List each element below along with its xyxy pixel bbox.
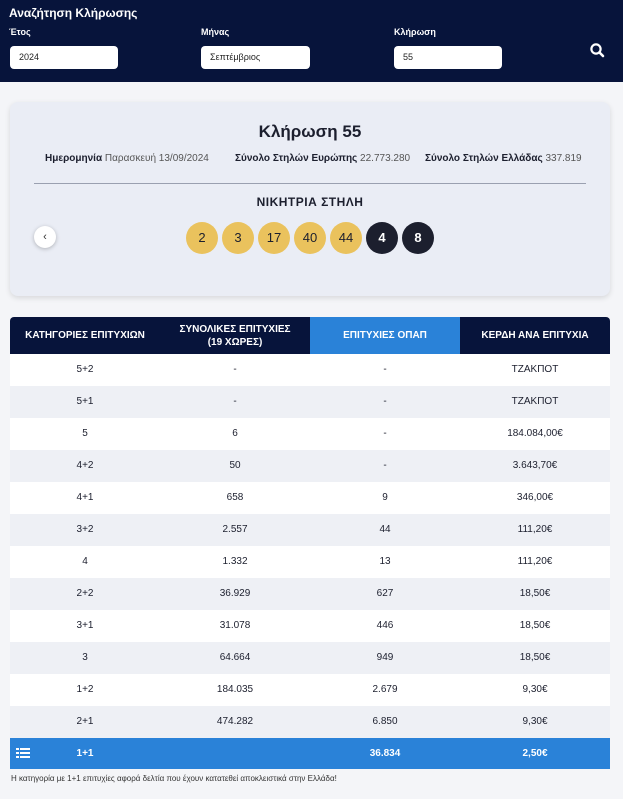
table-row <box>10 610 610 642</box>
number-ball: 40 <box>294 222 326 254</box>
cell-opap-winners: 446 <box>376 620 394 631</box>
cell-total-winners: 36.929 <box>219 588 251 599</box>
winning-title: ΝΙΚΗΤΡΙΑ ΣΤΗΛΗ <box>256 195 364 209</box>
star-ball: 4 <box>366 222 398 254</box>
table-row <box>10 642 610 674</box>
table-row <box>10 546 610 578</box>
header-total-winners: ΣΥΝΟΛΙΚΕΣ ΕΠΙΤΥΧΙΕΣ (19 ΧΩΡΕΣ) <box>179 323 291 348</box>
cell-prize: ΤΖΑΚΠΟΤ <box>511 396 559 407</box>
date-label: Ημερομηνία <box>45 153 103 164</box>
header-prize-per-winner: ΚΕΡΔΗ ΑΝΑ ΕΠΙΤΥΧΙΑ <box>481 330 589 341</box>
table-row <box>10 514 610 546</box>
cell-prize: 18,50€ <box>519 620 551 631</box>
number-ball: 2 <box>186 222 218 254</box>
draw-date <box>45 153 209 164</box>
cell-category: 2+2 <box>76 588 94 599</box>
cell-category: 3+2 <box>76 524 94 535</box>
cell-total-winners: 1.332 <box>222 556 248 567</box>
cell-category: 4+2 <box>76 460 94 471</box>
cell-total-winners: 6 <box>232 428 238 439</box>
cell-opap-winners: - <box>383 428 387 439</box>
cell-total-winners: 184.035 <box>216 684 254 695</box>
number-ball: 3 <box>222 222 254 254</box>
cell-category: 5 <box>82 428 88 439</box>
number-ball: 17 <box>258 222 290 254</box>
table-header <box>10 317 610 354</box>
cell-total-winners: 31.078 <box>219 620 251 631</box>
cell-total-winners: 2.557 <box>222 524 248 535</box>
cell-prize: 9,30€ <box>522 684 548 695</box>
chevron-left-icon: ‹ <box>43 231 47 243</box>
total-category: 1+1 <box>76 748 94 759</box>
table-body <box>10 354 610 738</box>
cell-total-winners: 64.664 <box>219 652 251 663</box>
date-value: Παρασκευή 13/09/2024 <box>104 153 209 164</box>
year-select[interactable]: 2024 <box>10 46 118 69</box>
search-title: Αναζήτηση Κλήρωσης <box>9 6 138 20</box>
table-row <box>10 354 610 386</box>
cell-opap-winners: 627 <box>376 588 394 599</box>
total-winners <box>160 738 310 769</box>
draw-title: Κλήρωση 55 <box>258 122 362 141</box>
cell-opap-winners: - <box>383 460 387 471</box>
cell-category: 1+2 <box>76 684 94 695</box>
total-prize: 2,50€ <box>522 748 548 759</box>
table-row <box>10 706 610 738</box>
cell-opap-winners: 13 <box>379 556 391 567</box>
winning-numbers <box>186 222 434 254</box>
cell-prize: ΤΖΑΚΠΟΤ <box>511 364 559 375</box>
cell-opap-winners: 2.679 <box>372 684 398 695</box>
cell-opap-winners: 9 <box>382 492 388 503</box>
table-row <box>10 482 610 514</box>
cell-total-winners: - <box>233 396 237 407</box>
cell-category: 4 <box>82 556 88 567</box>
cell-prize: 111,20€ <box>517 556 553 567</box>
cell-total-winners: 474.282 <box>216 716 254 727</box>
cell-prize: 18,50€ <box>519 652 551 663</box>
table-row <box>10 674 610 706</box>
number-ball: 44 <box>330 222 362 254</box>
search-icon[interactable] <box>588 41 608 61</box>
header-opap-winners[interactable]: ΕΠΙΤΥΧΙΕΣ ΟΠΑΠ <box>310 317 460 354</box>
draw-search-bar <box>0 0 623 82</box>
month-select[interactable]: Σεπτέμβριος <box>201 46 310 69</box>
cell-category: 4+1 <box>76 492 94 503</box>
cell-opap-winners: 6.850 <box>372 716 398 727</box>
cell-prize: 9,30€ <box>522 716 548 727</box>
cell-prize: 184.084,00€ <box>507 428 563 439</box>
cell-category: 5+2 <box>76 364 94 375</box>
cell-prize: 346,00€ <box>516 492 554 503</box>
cell-opap-winners: - <box>383 396 387 407</box>
draw-result-card <box>10 102 610 296</box>
total-opap-winners: 36.834 <box>369 748 401 759</box>
month-label: Μήνας <box>201 27 230 37</box>
star-ball: 8 <box>402 222 434 254</box>
previous-draw-button[interactable] <box>34 226 56 248</box>
europe-total-label: Σύνολο Στηλών Ευρώπης <box>235 153 358 164</box>
footnote: Η κατηγορία με 1+1 επιτυχίες αφορά δελτία που έχουν κατατεθεί αποκλειστικά στην Ελλάδα! <box>11 774 337 783</box>
greece-total-value: 337.819 <box>545 153 582 164</box>
year-label: Έτος <box>9 27 31 37</box>
cell-opap-winners: 949 <box>376 652 394 663</box>
cell-prize: 111,20€ <box>517 524 553 535</box>
cell-total-winners: 658 <box>226 492 244 503</box>
cell-category: 3 <box>82 652 88 663</box>
header-categories: ΚΑΤΗΓΟΡΙΕΣ ΕΠΙΤΥΧΙΩΝ <box>25 330 145 341</box>
draw-label: Κλήρωση <box>394 27 436 37</box>
draw-select[interactable]: 55 <box>394 46 502 69</box>
table-row-total <box>10 738 610 769</box>
cell-prize: 3.643,70€ <box>512 460 558 471</box>
cell-category: 5+1 <box>76 396 94 407</box>
prize-table <box>10 317 610 769</box>
greece-total-label: Σύνολο Στηλών Ελλάδας <box>425 153 543 164</box>
cell-category: 2+1 <box>76 716 94 727</box>
table-row <box>10 578 610 610</box>
table-row <box>10 450 610 482</box>
europe-total <box>235 153 410 164</box>
table-row <box>10 386 610 418</box>
cell-opap-winners: - <box>383 364 387 375</box>
cell-total-winners: - <box>233 364 237 375</box>
europe-total-value: 22.773.280 <box>360 153 411 164</box>
cell-category: 3+1 <box>76 620 94 631</box>
cell-opap-winners: 44 <box>379 524 391 535</box>
card-divider <box>34 183 586 184</box>
greece-total <box>425 153 582 164</box>
cell-prize: 18,50€ <box>519 588 551 599</box>
cell-total-winners: 50 <box>229 460 241 471</box>
table-row <box>10 418 610 450</box>
